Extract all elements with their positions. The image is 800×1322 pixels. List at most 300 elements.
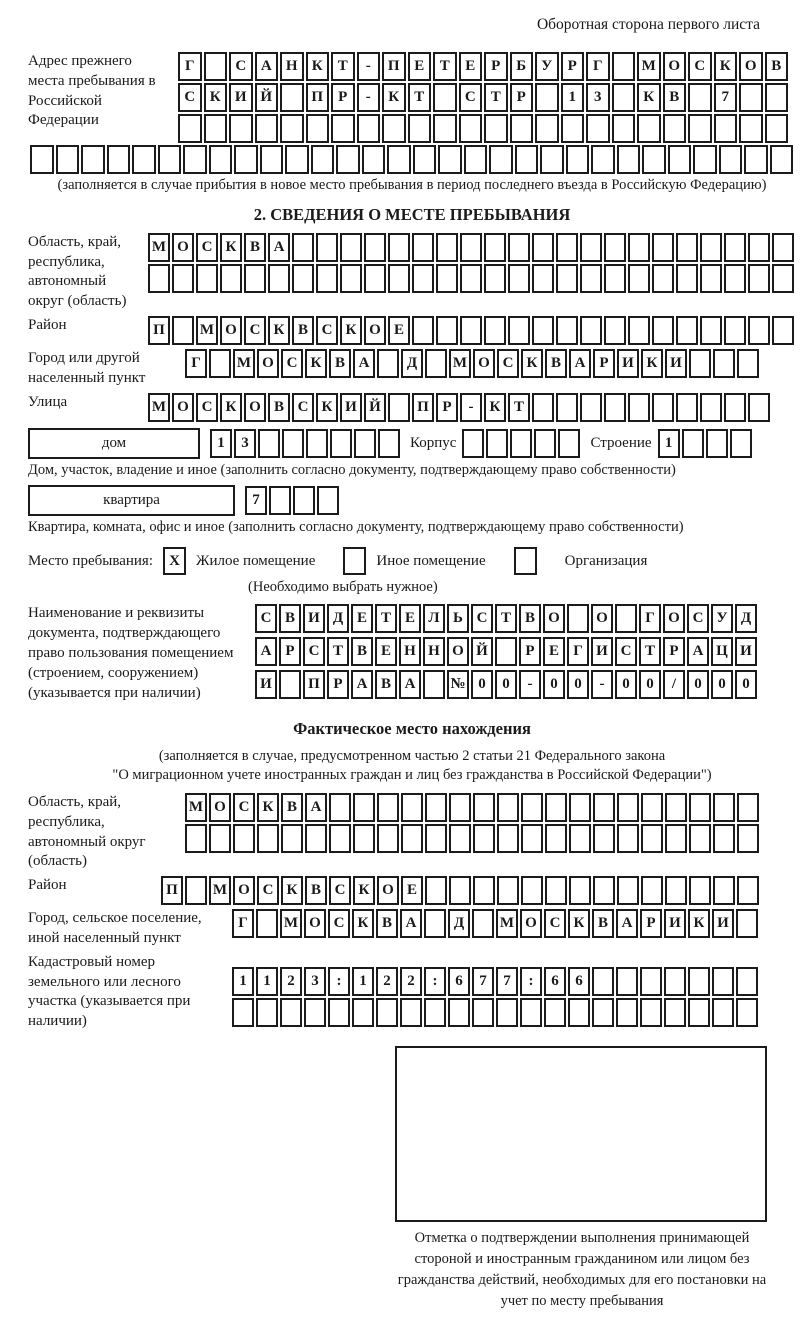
char-box[interactable]: В (765, 52, 789, 81)
char-box[interactable] (545, 876, 567, 905)
char-box[interactable] (663, 114, 687, 143)
char-box[interactable]: 0 (711, 670, 733, 699)
char-box[interactable]: 2 (280, 967, 302, 996)
char-box[interactable]: К (641, 349, 663, 378)
char-box[interactable] (388, 264, 410, 293)
char-box[interactable] (640, 998, 662, 1027)
char-box[interactable] (460, 316, 482, 345)
char-box[interactable]: 2 (400, 967, 422, 996)
char-box[interactable] (204, 52, 228, 81)
char-box[interactable] (676, 393, 698, 422)
char-box[interactable]: Д (735, 604, 757, 633)
char-box[interactable] (425, 876, 447, 905)
char-box[interactable]: 1 (352, 967, 374, 996)
char-box[interactable]: 3 (586, 83, 610, 112)
char-box[interactable]: К (220, 393, 242, 422)
char-box[interactable] (281, 824, 303, 853)
char-box[interactable] (388, 233, 410, 262)
char-box[interactable]: В (281, 793, 303, 822)
char-box[interactable] (172, 316, 194, 345)
char-box[interactable]: Е (375, 637, 397, 666)
char-box[interactable]: 1 (658, 429, 680, 458)
char-box[interactable] (268, 264, 290, 293)
char-box[interactable] (628, 393, 650, 422)
char-box[interactable]: П (306, 83, 330, 112)
checkbox-other-premises[interactable] (343, 547, 366, 575)
char-box[interactable]: К (484, 393, 506, 422)
char-box[interactable] (558, 429, 580, 458)
char-box[interactable] (362, 145, 386, 174)
char-box[interactable] (306, 429, 328, 458)
char-box[interactable] (700, 264, 722, 293)
char-box[interactable]: П (382, 52, 406, 81)
char-box[interactable] (81, 145, 105, 174)
char-box[interactable] (532, 393, 554, 422)
char-box[interactable]: О (663, 52, 687, 81)
char-box[interactable]: : (424, 967, 446, 996)
char-box[interactable] (282, 429, 304, 458)
char-box[interactable]: В (375, 670, 397, 699)
char-box[interactable]: М (185, 793, 207, 822)
char-box[interactable] (556, 233, 578, 262)
char-box[interactable] (497, 793, 519, 822)
char-box[interactable] (637, 114, 661, 143)
char-box[interactable] (592, 998, 614, 1027)
char-box[interactable] (497, 824, 519, 853)
char-box[interactable] (724, 393, 746, 422)
char-box[interactable]: К (281, 876, 303, 905)
char-box[interactable] (425, 349, 447, 378)
char-box[interactable] (545, 793, 567, 822)
char-box[interactable]: И (229, 83, 253, 112)
char-box[interactable] (185, 824, 207, 853)
char-box[interactable] (353, 793, 375, 822)
char-box[interactable] (460, 264, 482, 293)
char-box[interactable] (521, 824, 543, 853)
char-box[interactable]: 7 (496, 967, 518, 996)
char-box[interactable] (209, 349, 231, 378)
char-box[interactable]: О (209, 793, 231, 822)
char-box[interactable]: С (329, 876, 351, 905)
char-box[interactable]: К (316, 393, 338, 422)
char-box[interactable] (612, 83, 636, 112)
char-box[interactable] (682, 429, 704, 458)
char-box[interactable] (737, 824, 759, 853)
char-box[interactable] (772, 233, 794, 262)
char-box[interactable] (689, 349, 711, 378)
char-box[interactable]: И (303, 604, 325, 633)
char-box[interactable] (556, 393, 578, 422)
char-box[interactable]: 7 (472, 967, 494, 996)
char-box[interactable] (569, 876, 591, 905)
char-box[interactable]: Н (399, 637, 421, 666)
char-box[interactable] (567, 604, 589, 633)
char-box[interactable]: С (497, 349, 519, 378)
char-box[interactable] (510, 429, 532, 458)
char-box[interactable]: Й (364, 393, 386, 422)
char-box[interactable]: М (496, 909, 518, 938)
char-box[interactable]: О (377, 876, 399, 905)
char-box[interactable]: 1 (210, 429, 232, 458)
char-box[interactable] (706, 429, 728, 458)
char-box[interactable]: Р (663, 637, 685, 666)
char-box[interactable] (196, 264, 218, 293)
char-box[interactable]: О (304, 909, 326, 938)
char-box[interactable] (508, 316, 530, 345)
char-box[interactable] (688, 114, 712, 143)
char-box[interactable]: Т (331, 52, 355, 81)
char-box[interactable] (436, 264, 458, 293)
char-box[interactable] (532, 316, 554, 345)
char-box[interactable]: С (615, 637, 637, 666)
char-box[interactable]: В (268, 393, 290, 422)
char-box[interactable]: 6 (448, 967, 470, 996)
char-box[interactable]: О (520, 909, 542, 938)
char-box[interactable] (449, 793, 471, 822)
char-box[interactable]: И (340, 393, 362, 422)
char-box[interactable] (580, 393, 602, 422)
char-box[interactable] (713, 876, 735, 905)
char-box[interactable]: И (617, 349, 639, 378)
char-box[interactable] (377, 824, 399, 853)
char-box[interactable] (132, 145, 156, 174)
char-box[interactable] (676, 233, 698, 262)
char-box[interactable] (220, 264, 242, 293)
char-box[interactable]: С (229, 52, 253, 81)
char-box[interactable] (317, 486, 339, 515)
char-box[interactable]: Й (471, 637, 493, 666)
char-box[interactable]: К (382, 83, 406, 112)
char-box[interactable] (510, 114, 534, 143)
char-box[interactable] (329, 824, 351, 853)
char-box[interactable] (401, 793, 423, 822)
char-box[interactable] (280, 998, 302, 1027)
char-box[interactable] (316, 264, 338, 293)
char-box[interactable] (244, 264, 266, 293)
char-box[interactable] (772, 316, 794, 345)
char-box[interactable] (464, 145, 488, 174)
char-box[interactable]: 0 (615, 670, 637, 699)
char-box[interactable]: И (664, 909, 686, 938)
char-box[interactable] (377, 793, 399, 822)
char-box[interactable] (744, 145, 768, 174)
char-box[interactable]: К (688, 909, 710, 938)
char-box[interactable] (693, 145, 717, 174)
char-box[interactable]: Г (185, 349, 207, 378)
char-box[interactable] (641, 824, 663, 853)
char-box[interactable] (424, 998, 446, 1027)
char-box[interactable]: 1 (232, 967, 254, 996)
char-box[interactable]: Г (178, 52, 202, 81)
char-box[interactable]: С (281, 349, 303, 378)
char-box[interactable] (496, 998, 518, 1027)
char-box[interactable] (770, 145, 794, 174)
char-box[interactable]: С (544, 909, 566, 938)
char-box[interactable]: И (255, 670, 277, 699)
char-box[interactable] (425, 793, 447, 822)
char-box[interactable] (408, 114, 432, 143)
char-box[interactable] (593, 824, 615, 853)
char-box[interactable]: С (196, 233, 218, 262)
char-box[interactable] (364, 233, 386, 262)
char-box[interactable] (279, 670, 301, 699)
char-box[interactable]: Р (593, 349, 615, 378)
char-box[interactable] (628, 264, 650, 293)
char-box[interactable] (293, 486, 315, 515)
char-box[interactable]: К (268, 316, 290, 345)
char-box[interactable]: 2 (376, 967, 398, 996)
char-box[interactable]: К (714, 52, 738, 81)
char-box[interactable] (472, 998, 494, 1027)
char-box[interactable]: : (520, 967, 542, 996)
char-box[interactable]: А (616, 909, 638, 938)
char-box[interactable] (495, 637, 517, 666)
char-box[interactable] (377, 349, 399, 378)
char-box[interactable] (340, 264, 362, 293)
char-box[interactable] (484, 233, 506, 262)
char-box[interactable] (412, 233, 434, 262)
char-box[interactable] (724, 233, 746, 262)
char-box[interactable]: 7 (245, 486, 267, 515)
char-box[interactable]: В (279, 604, 301, 633)
char-box[interactable]: С (328, 909, 350, 938)
char-box[interactable]: К (352, 909, 374, 938)
char-box[interactable] (229, 114, 253, 143)
char-box[interactable] (676, 316, 698, 345)
char-box[interactable]: 3 (304, 967, 326, 996)
char-box[interactable]: 1 (561, 83, 585, 112)
char-box[interactable]: К (521, 349, 543, 378)
char-box[interactable] (56, 145, 80, 174)
char-box[interactable]: К (340, 316, 362, 345)
char-box[interactable] (486, 429, 508, 458)
char-box[interactable]: А (687, 637, 709, 666)
char-box[interactable]: Д (327, 604, 349, 633)
char-box[interactable]: Е (408, 52, 432, 81)
char-box[interactable] (688, 967, 710, 996)
char-box[interactable]: Р (331, 83, 355, 112)
char-box[interactable]: А (400, 909, 422, 938)
char-box[interactable] (311, 145, 335, 174)
char-box[interactable] (436, 233, 458, 262)
char-box[interactable] (305, 824, 327, 853)
char-box[interactable]: О (739, 52, 763, 81)
char-box[interactable] (473, 793, 495, 822)
char-box[interactable]: П (412, 393, 434, 422)
char-box[interactable] (209, 145, 233, 174)
char-box[interactable]: А (399, 670, 421, 699)
char-box[interactable] (591, 145, 615, 174)
char-box[interactable]: Й (255, 83, 279, 112)
char-box[interactable]: П (161, 876, 183, 905)
char-box[interactable] (449, 824, 471, 853)
char-box[interactable] (330, 429, 352, 458)
char-box[interactable] (438, 145, 462, 174)
char-box[interactable]: С (459, 83, 483, 112)
char-box[interactable] (556, 264, 578, 293)
char-box[interactable] (233, 824, 255, 853)
char-box[interactable]: С (292, 393, 314, 422)
char-box[interactable] (382, 114, 406, 143)
char-box[interactable] (615, 604, 637, 633)
char-box[interactable]: К (306, 52, 330, 81)
char-box[interactable] (665, 876, 687, 905)
char-box[interactable]: С (471, 604, 493, 633)
char-box[interactable]: Т (484, 83, 508, 112)
char-box[interactable]: И (591, 637, 613, 666)
char-box[interactable]: С (687, 604, 709, 633)
char-box[interactable]: К (220, 233, 242, 262)
char-box[interactable] (737, 349, 759, 378)
char-box[interactable]: № (447, 670, 469, 699)
char-box[interactable] (292, 233, 314, 262)
char-box[interactable] (532, 264, 554, 293)
char-box[interactable]: Е (401, 876, 423, 905)
char-box[interactable] (617, 793, 639, 822)
char-box[interactable]: П (303, 670, 325, 699)
char-box[interactable]: 1 (256, 967, 278, 996)
char-box[interactable] (652, 233, 674, 262)
char-box[interactable] (364, 264, 386, 293)
char-box[interactable] (172, 264, 194, 293)
char-box[interactable] (425, 824, 447, 853)
char-box[interactable] (604, 233, 626, 262)
char-box[interactable] (569, 793, 591, 822)
char-box[interactable]: С (178, 83, 202, 112)
char-box[interactable] (665, 824, 687, 853)
char-box[interactable] (604, 264, 626, 293)
char-box[interactable] (616, 998, 638, 1027)
char-box[interactable] (340, 233, 362, 262)
char-box[interactable] (713, 349, 735, 378)
char-box[interactable]: Д (448, 909, 470, 938)
char-box[interactable] (580, 316, 602, 345)
char-box[interactable] (357, 114, 381, 143)
char-box[interactable] (730, 429, 752, 458)
char-box[interactable]: М (449, 349, 471, 378)
char-box[interactable] (234, 145, 258, 174)
char-box[interactable]: / (663, 670, 685, 699)
char-box[interactable] (688, 998, 710, 1027)
char-box[interactable] (652, 264, 674, 293)
char-box[interactable]: О (220, 316, 242, 345)
char-box[interactable]: 0 (639, 670, 661, 699)
char-box[interactable]: В (376, 909, 398, 938)
char-box[interactable]: С (257, 876, 279, 905)
char-box[interactable] (204, 114, 228, 143)
char-box[interactable]: С (196, 393, 218, 422)
char-box[interactable] (593, 876, 615, 905)
char-box[interactable] (257, 824, 279, 853)
char-box[interactable]: У (711, 604, 733, 633)
char-box[interactable] (280, 83, 304, 112)
char-box[interactable] (484, 264, 506, 293)
char-box[interactable] (534, 429, 556, 458)
char-box[interactable] (640, 967, 662, 996)
char-box[interactable] (521, 793, 543, 822)
char-box[interactable] (580, 264, 602, 293)
char-box[interactable] (401, 824, 423, 853)
char-box[interactable]: Е (543, 637, 565, 666)
char-box[interactable] (724, 264, 746, 293)
char-box[interactable]: Е (351, 604, 373, 633)
char-box[interactable]: О (591, 604, 613, 633)
char-box[interactable]: В (292, 316, 314, 345)
char-box[interactable]: К (353, 876, 375, 905)
char-box[interactable] (256, 909, 278, 938)
char-box[interactable]: О (172, 393, 194, 422)
char-box[interactable]: О (172, 233, 194, 262)
char-box[interactable]: К (637, 83, 661, 112)
char-box[interactable] (736, 909, 758, 938)
char-box[interactable]: В (244, 233, 266, 262)
char-box[interactable]: А (255, 52, 279, 81)
char-box[interactable]: Б (510, 52, 534, 81)
char-box[interactable] (664, 998, 686, 1027)
char-box[interactable] (712, 998, 734, 1027)
char-box[interactable] (544, 998, 566, 1027)
char-box[interactable] (739, 83, 763, 112)
char-box[interactable] (412, 316, 434, 345)
char-box[interactable] (520, 998, 542, 1027)
char-box[interactable]: М (637, 52, 661, 81)
char-box[interactable]: - (519, 670, 541, 699)
char-box[interactable] (258, 429, 280, 458)
char-box[interactable] (433, 83, 457, 112)
char-box[interactable]: Г (232, 909, 254, 938)
char-box[interactable] (641, 793, 663, 822)
char-box[interactable] (616, 967, 638, 996)
char-box[interactable]: А (268, 233, 290, 262)
char-box[interactable] (765, 114, 789, 143)
char-box[interactable] (185, 876, 207, 905)
char-box[interactable] (260, 145, 284, 174)
char-box[interactable]: К (204, 83, 228, 112)
char-box[interactable] (449, 876, 471, 905)
checkbox-organization[interactable] (514, 547, 537, 575)
char-box[interactable] (292, 264, 314, 293)
char-box[interactable] (592, 967, 614, 996)
char-box[interactable] (448, 998, 470, 1027)
char-box[interactable] (535, 114, 559, 143)
char-box[interactable] (668, 145, 692, 174)
char-box[interactable] (378, 429, 400, 458)
char-box[interactable]: О (543, 604, 565, 633)
char-box[interactable] (586, 114, 610, 143)
char-box[interactable] (352, 998, 374, 1027)
char-box[interactable]: Н (423, 637, 445, 666)
char-box[interactable]: М (233, 349, 255, 378)
char-box[interactable] (700, 233, 722, 262)
char-box[interactable]: Г (567, 637, 589, 666)
char-box[interactable] (433, 114, 457, 143)
char-box[interactable] (765, 83, 789, 112)
char-box[interactable]: 0 (687, 670, 709, 699)
char-box[interactable]: 0 (495, 670, 517, 699)
char-box[interactable] (568, 998, 590, 1027)
char-box[interactable] (748, 264, 770, 293)
char-box[interactable] (413, 145, 437, 174)
char-box[interactable] (580, 233, 602, 262)
char-box[interactable]: Р (519, 637, 541, 666)
char-box[interactable] (387, 145, 411, 174)
char-box[interactable] (737, 876, 759, 905)
char-box[interactable] (737, 793, 759, 822)
char-box[interactable]: Г (586, 52, 610, 81)
char-box[interactable]: 6 (544, 967, 566, 996)
char-box[interactable]: С (303, 637, 325, 666)
char-box[interactable] (508, 264, 530, 293)
